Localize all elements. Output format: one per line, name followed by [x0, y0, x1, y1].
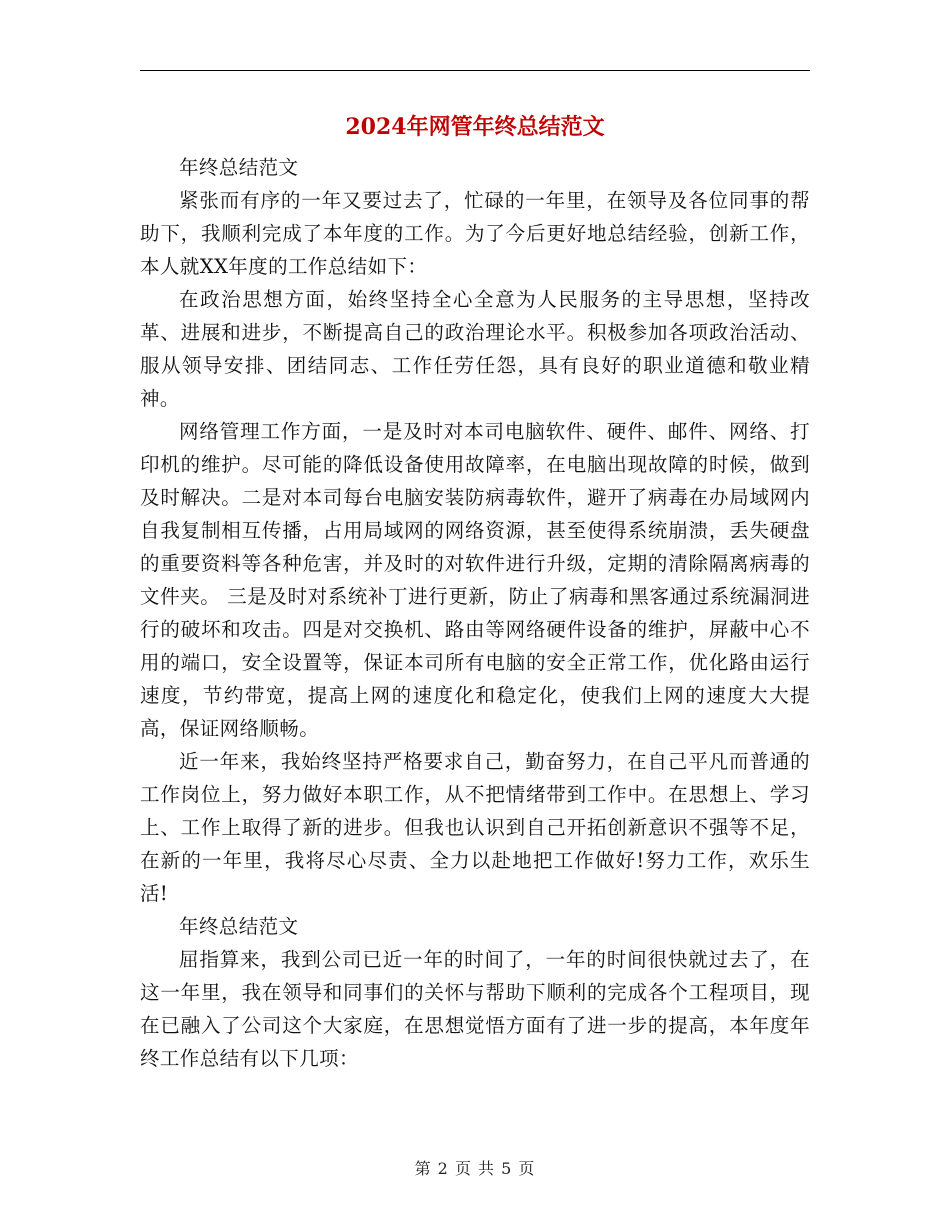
- paragraph: 近一年来，我始终坚持严格要求自己，勤奋努力，在自己平凡而普通的工作岗位上，努力做好本职工作，从不把情绪带到工作中。在思想上、学习上、工作上取得了新的进步。但我也认识到自己开拓创新意识不强等不足，在新的一年里，我将尽心尽责、全力以赴地把工作做好!努力工作，欢乐生活!: [140, 750, 810, 905]
- paragraph: 在政治思想方面，始终坚持全心全意为人民服务的主导思想，坚持改革、进展和进步，不断提高自己的政治理论水平。积极参加各项政治活动、服从领导安排、团结同志、工作任劳任怨，具有良好的职业道德和敬业精神。: [140, 288, 810, 410]
- section-heading: 年终总结范文: [179, 156, 299, 179]
- paragraph: 屈指算来，我到公司已近一年的时间了，一年的时间很快就过去了，在这一年里，我在领导和同事们的关怀与帮助下顺利的完成各个工程项目，现在已融入了公司这个大家庭，在思想觉悟方面有了进一步的提高，本年度年终工作总结有以下几项：: [140, 948, 810, 1070]
- page-number-footer: 第 2 页 共 5 页: [414, 1159, 536, 1178]
- paragraph: 网络管理工作方面，一是及时对本司电脑软件、硬件、邮件、网络、打印机的维护。尽可能的降低设备使用故障率，在电脑出现故障的时候，做到及时解决。二是对本司每台电脑安装防病毒软件，避开了病毒在办局域网内自我复制相互传播，占用局域网的网络资源，甚至使得系统崩溃，丢失硬盘的重要资料等各种危害，并及时的对软件进行升级，定期的清除隔离病毒的文件夹。 三是及时对系统补丁进行更新，防止了病毒和黑客通过系统漏洞进行的破坏和攻击。四是对交换机、路由等网络硬件设备的维护，屏蔽中心不用的端口，安全设置等，保证本司所有电脑的安全正常工作，优化路由运行速度，节约带宽，提高上网的速度化和稳定化，使我们上网的速度大大提高，保证网络顺畅。: [140, 420, 810, 740]
- paragraph: 紧张而有序的一年又要过去了，忙碌的一年里，在领导及各位同事的帮助下，我顺利完成了本年度的工作。为了今后更好地总结经验，创新工作，本人就XX年度的工作总结如下：: [140, 189, 810, 278]
- document-title: 2024年网管年终总结范文: [345, 114, 605, 140]
- header-rule: [140, 70, 810, 71]
- document-body: [140, 151, 810, 1075]
- section-heading: 年终总结范文: [179, 915, 299, 938]
